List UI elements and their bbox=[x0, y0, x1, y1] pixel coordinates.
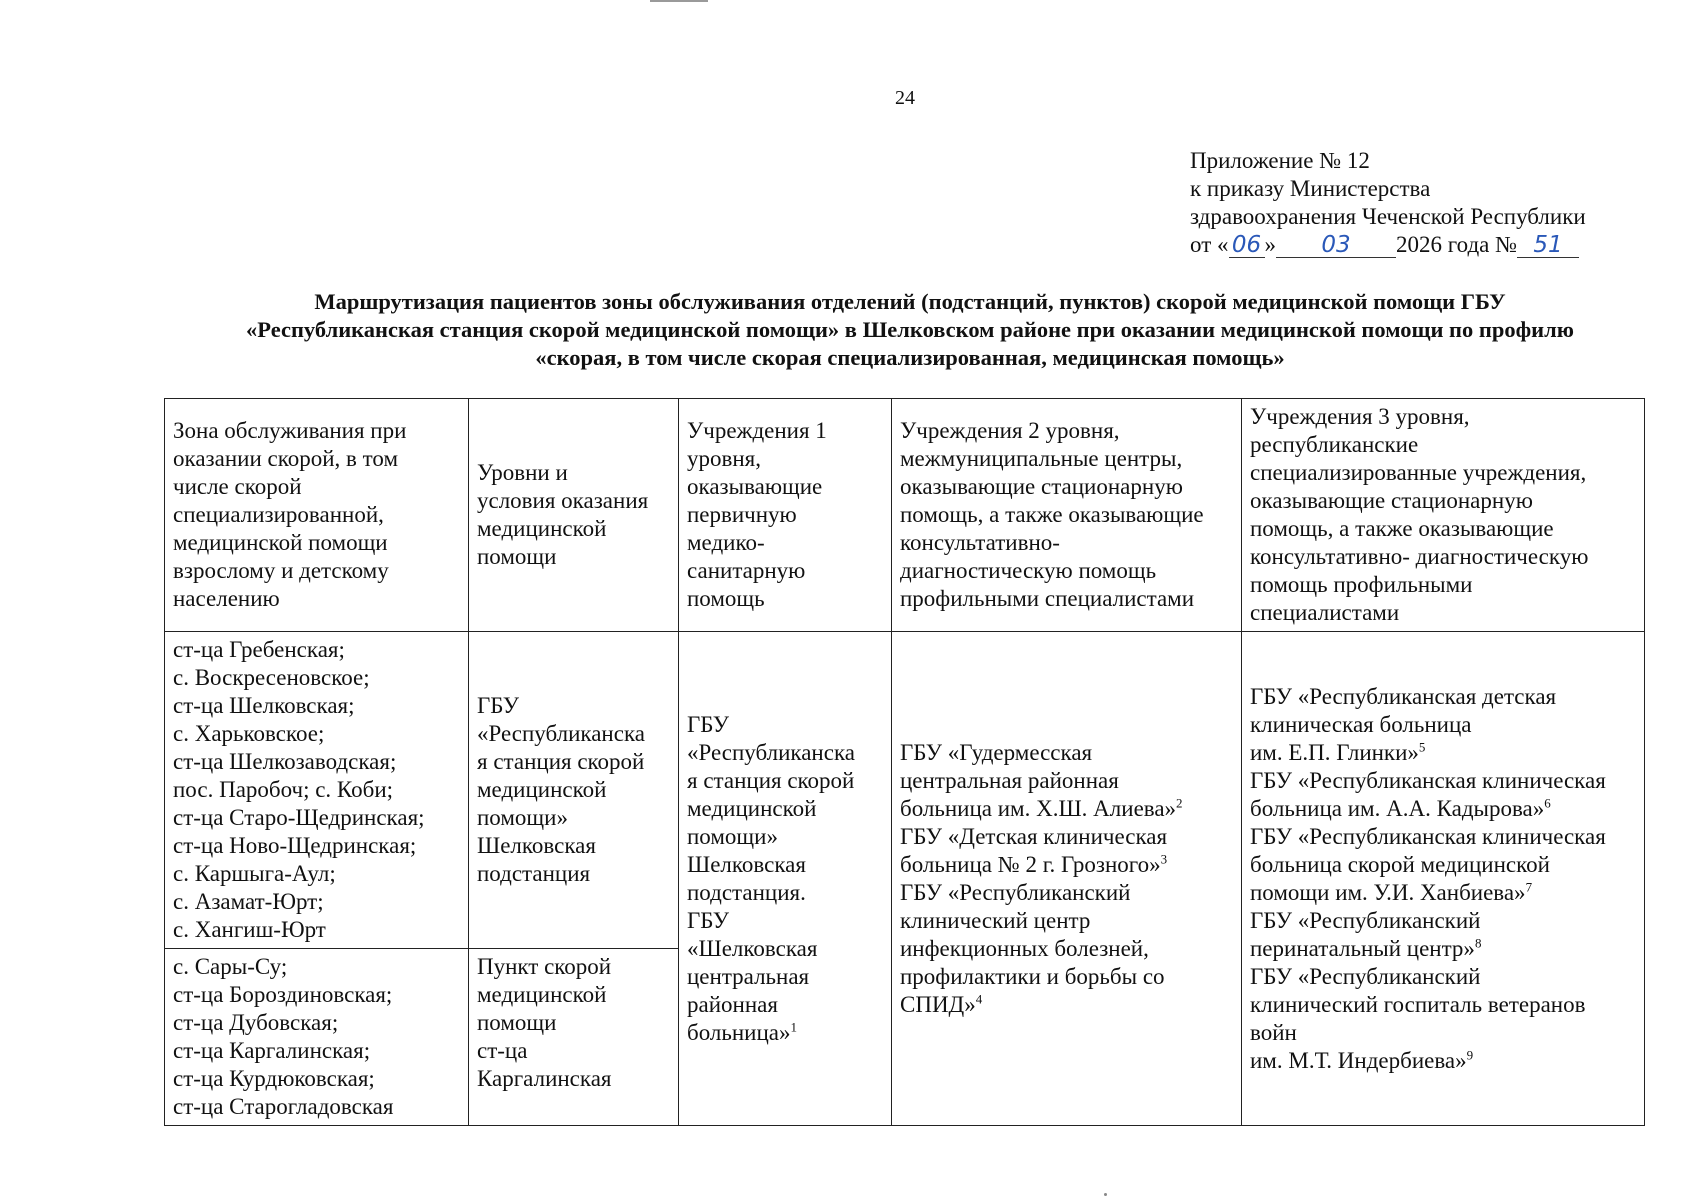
appendix-ministry-line: здравоохранения Чеченской Республики bbox=[1190, 204, 1586, 229]
footnote-marker: 1 bbox=[790, 1018, 797, 1034]
cell-line: ст-ца Дубовская; bbox=[173, 1010, 339, 1035]
cell-line: условия оказания bbox=[477, 488, 649, 513]
cell-line: «Республиканска bbox=[687, 739, 855, 765]
cell-line: медицинской bbox=[477, 516, 607, 541]
cell-line bbox=[1250, 711, 1636, 739]
cell-line: помощь, а также оказывающие bbox=[1250, 516, 1554, 541]
cell-line: специалистами bbox=[1250, 600, 1400, 625]
cell-line: районная bbox=[687, 991, 778, 1017]
cell-line: ст-ца Шелкозаводская; bbox=[173, 749, 397, 774]
cell-line: ГБУ bbox=[687, 711, 729, 737]
cell-line bbox=[1250, 767, 1636, 795]
header-inst2-lines bbox=[900, 417, 1233, 613]
institution-text: ГБУ «Республиканская клиническая bbox=[1250, 823, 1606, 849]
zone-row2-lines bbox=[173, 953, 460, 1121]
cell-line: помощь bbox=[687, 586, 765, 611]
institution-text: инфекционных болезней, bbox=[900, 935, 1149, 961]
cell-line: консультативно- bbox=[900, 530, 1060, 555]
title-line: Маршрутизация пациентов зоны обслуживания отделений (подстанций, пунктов) скорой медицинской помощи ГБУ bbox=[314, 289, 1506, 314]
inst3-lines bbox=[1250, 683, 1636, 1075]
cell-line: помощи bbox=[477, 544, 557, 569]
cell-line: ст-ца Гребенская; bbox=[173, 637, 345, 662]
cell-line: медицинской bbox=[687, 795, 817, 821]
footnote-marker: 6 bbox=[1544, 794, 1551, 810]
level-cell-row1 bbox=[469, 632, 679, 949]
institution-text: клиническая больница bbox=[1250, 711, 1472, 737]
cell-line: специализированной, bbox=[173, 502, 384, 527]
cell-line: с. Каршыга-Аул; bbox=[173, 861, 336, 886]
institution-text: ГБУ «Гудермесская bbox=[900, 739, 1093, 765]
institution-text: больница им. Х.Ш. Алиева» bbox=[900, 795, 1177, 821]
institution-text: клинический центр bbox=[900, 907, 1091, 933]
table-header-row bbox=[165, 399, 1645, 632]
header-inst3-lines bbox=[1250, 403, 1636, 627]
cell-line: ст-ца Шелковская; bbox=[173, 693, 355, 718]
header-inst3 bbox=[1242, 399, 1645, 632]
footnote-marker: 5 bbox=[1418, 738, 1426, 754]
cell-line bbox=[1250, 739, 1636, 767]
institution-text: ГБУ «Детская клиническая bbox=[900, 823, 1168, 849]
header-level-lines bbox=[477, 459, 670, 571]
institution-text: им. М.Т. Индербиева» bbox=[1250, 1047, 1467, 1073]
cell-line: центральная bbox=[687, 963, 810, 989]
header-inst1 bbox=[679, 399, 892, 632]
cell-line: ст-ца Курдюковская; bbox=[173, 1066, 375, 1091]
institution-text: профилактики и борьбы со bbox=[900, 963, 1165, 989]
zone-row1-lines bbox=[173, 636, 460, 944]
cell-line: ГБУ bbox=[477, 693, 519, 718]
cell-line bbox=[900, 795, 1233, 823]
institution-text: ГБУ «Республиканский bbox=[1250, 963, 1481, 989]
inst1-last-line bbox=[687, 1019, 883, 1047]
zone-cell-row2 bbox=[165, 949, 469, 1126]
institution-text: ГБУ «Республиканский bbox=[1250, 907, 1481, 933]
cell-line: Каргалинская bbox=[477, 1066, 612, 1091]
cell-line: диагностическую помощь bbox=[900, 558, 1157, 583]
date-prefix: от « bbox=[1190, 232, 1229, 257]
cell-line: оказании скорой, в том bbox=[173, 446, 399, 471]
document-title bbox=[160, 288, 1660, 372]
appendix-title: Приложение № 12 bbox=[1190, 148, 1370, 173]
cell-line: я станция скорой bbox=[687, 767, 855, 793]
level-row1-lines bbox=[477, 692, 670, 888]
cell-line: медико- bbox=[687, 530, 765, 555]
cell-line bbox=[900, 963, 1233, 991]
cell-line bbox=[900, 935, 1233, 963]
cell-line: помощи» bbox=[477, 805, 568, 830]
cell-line: населению bbox=[173, 586, 280, 611]
scan-edge-mark bbox=[650, 0, 708, 2]
cell-line: пос. Паробоч; с. Коби; bbox=[173, 777, 394, 802]
appendix-header bbox=[1190, 147, 1630, 259]
cell-line: медицинской bbox=[477, 777, 607, 802]
cell-line: Учреждения 2 уровня, bbox=[900, 418, 1120, 443]
title-line: «Республиканская станция скорой медицинской помощи» в Шелковском районе при оказании медицинской помощи по профилю bbox=[246, 317, 1574, 342]
cell-line: специализированные учреждения, bbox=[1250, 460, 1587, 485]
cell-line: с. Сары-Су; bbox=[173, 954, 288, 979]
cell-line: помощи» bbox=[687, 823, 778, 849]
institution-text: помощи им. У.И. Ханбиева» bbox=[1250, 879, 1526, 905]
institution-text: им. Е.П. Глинки» bbox=[1250, 739, 1419, 765]
cell-line bbox=[1250, 963, 1636, 991]
cell-line: Шелковская bbox=[477, 833, 596, 858]
cell-line: «Шелковская bbox=[687, 935, 818, 961]
cell-line bbox=[900, 991, 1233, 1019]
institution-text: СПИД» bbox=[900, 991, 976, 1017]
cell-line: с. Воскресеновское; bbox=[173, 665, 370, 690]
cell-line: ст-ца Старо-Щедринская; bbox=[173, 805, 425, 830]
cell-line: медицинской помощи bbox=[173, 530, 388, 555]
cell-line: Пункт скорой bbox=[477, 954, 612, 979]
institution-text: больница скорой медицинской bbox=[1250, 851, 1550, 877]
inst1-lines bbox=[687, 711, 883, 1019]
inst2-cell bbox=[892, 632, 1242, 1126]
level-row2-lines bbox=[477, 953, 670, 1093]
institution-text: перинатальный центр» bbox=[1250, 935, 1475, 961]
cell-line: помощь профильными bbox=[1250, 572, 1473, 597]
page-number: 24 bbox=[895, 87, 915, 109]
cell-line bbox=[1250, 683, 1636, 711]
header-level bbox=[469, 399, 679, 632]
cell-line: ГБУ bbox=[687, 907, 729, 933]
cell-line bbox=[1250, 879, 1636, 907]
institution-text: больница им. А.А. Кадырова» bbox=[1250, 795, 1545, 821]
cell-line: ст-ца Каргалинская; bbox=[173, 1038, 371, 1063]
cell-line: республиканские bbox=[1250, 432, 1419, 457]
cell-line: профильными специалистами bbox=[900, 586, 1195, 611]
cell-line: первичную bbox=[687, 502, 797, 527]
cell-line bbox=[1250, 851, 1636, 879]
header-inst1-lines bbox=[687, 417, 883, 613]
cell-line bbox=[1250, 795, 1636, 823]
header-inst2 bbox=[892, 399, 1242, 632]
cell-line: ст-ца bbox=[477, 1038, 528, 1063]
cell-line: подстанция. bbox=[687, 879, 806, 905]
cell-line: с. Азамат-Юрт; bbox=[173, 889, 324, 914]
table-row bbox=[165, 632, 1645, 949]
cell-line: оказывающие bbox=[687, 474, 823, 499]
footnote-marker: 7 bbox=[1525, 878, 1533, 894]
appendix-order-line: к приказу Министерства bbox=[1190, 176, 1431, 201]
footnote-marker: 2 bbox=[1176, 794, 1183, 810]
cell-line bbox=[1250, 1047, 1636, 1075]
institution-text: ГБУ «Республиканский bbox=[900, 879, 1131, 905]
cell-line: оказывающие стационарную bbox=[1250, 488, 1533, 513]
cell-line: я станция скорой bbox=[477, 749, 645, 774]
date-year: 2026 года № bbox=[1396, 232, 1518, 257]
cell-line: Шелковская bbox=[687, 851, 806, 877]
cell-line bbox=[1250, 991, 1636, 1019]
handwritten-order-number: 51 bbox=[1517, 233, 1579, 258]
cell-line bbox=[900, 767, 1233, 795]
institution-text: ГБУ «Республиканская клиническая bbox=[1250, 767, 1606, 793]
cell-line bbox=[900, 907, 1233, 935]
cell-line: «Республиканска bbox=[477, 721, 645, 746]
date-day-close: » bbox=[1264, 232, 1276, 257]
cell-line bbox=[900, 879, 1233, 907]
cell-line bbox=[900, 739, 1233, 767]
footnote-marker: 8 bbox=[1474, 934, 1482, 950]
level-cell-row2 bbox=[469, 949, 679, 1126]
title-line: «скорая, в том числе скорая специализированная, медицинская помощь» bbox=[535, 345, 1285, 370]
cell-line bbox=[900, 823, 1233, 851]
cell-line: ст-ца Старогладовская bbox=[173, 1094, 394, 1119]
cell-line: с. Харьковское; bbox=[173, 721, 325, 746]
footnote-marker: 3 bbox=[1160, 850, 1168, 866]
cell-line: помощь, а также оказывающие bbox=[900, 502, 1204, 527]
cell-line: консультативно- диагностическую bbox=[1250, 544, 1589, 569]
inst1-last-text: больница» bbox=[687, 1019, 791, 1045]
handwritten-month: 03 bbox=[1276, 233, 1396, 258]
cell-line bbox=[1250, 1019, 1636, 1047]
scan-dot-mark bbox=[1104, 1193, 1107, 1196]
cell-line bbox=[1250, 907, 1636, 935]
footnote-marker: 9 bbox=[1466, 1046, 1474, 1062]
appendix-date-line bbox=[1190, 231, 1630, 259]
cell-line bbox=[1250, 823, 1636, 851]
footnote-marker: 4 bbox=[975, 990, 983, 1006]
cell-line: с. Хангиш-Юрт bbox=[173, 917, 326, 942]
institution-text: ГБУ «Республиканская детская bbox=[1250, 683, 1557, 709]
inst1-cell bbox=[679, 632, 892, 1126]
cell-line: числе скорой bbox=[173, 474, 302, 499]
institution-text: войн bbox=[1250, 1019, 1297, 1045]
cell-line: ст-ца Бороздиновская; bbox=[173, 982, 393, 1007]
cell-line: оказывающие стационарную bbox=[900, 474, 1183, 499]
cell-line: взрослому и детскому bbox=[173, 558, 389, 583]
cell-line: помощи bbox=[477, 1010, 557, 1035]
header-zone-lines bbox=[173, 417, 460, 613]
cell-line bbox=[900, 851, 1233, 879]
inst3-cell bbox=[1242, 632, 1645, 1126]
cell-line: межмуниципальные центры, bbox=[900, 446, 1183, 471]
cell-line bbox=[1250, 935, 1636, 963]
cell-line: санитарную bbox=[687, 558, 806, 583]
cell-line: Учреждения 1 bbox=[687, 418, 827, 443]
zone-cell-row1 bbox=[165, 632, 469, 949]
handwritten-day: 06 bbox=[1229, 233, 1265, 258]
inst2-lines bbox=[900, 739, 1233, 1019]
cell-line: подстанция bbox=[477, 861, 591, 886]
cell-line: уровня, bbox=[687, 446, 761, 471]
cell-line: медицинской bbox=[477, 982, 607, 1007]
institution-text: клинический госпиталь ветеранов bbox=[1250, 991, 1586, 1017]
routing-table bbox=[164, 398, 1645, 1126]
cell-line: Зона обслуживания при bbox=[173, 418, 407, 443]
cell-line: Уровни и bbox=[477, 460, 568, 485]
institution-text: больница № 2 г. Грозного» bbox=[900, 851, 1161, 877]
header-zone bbox=[165, 399, 469, 632]
cell-line: ст-ца Ново-Щедринская; bbox=[173, 833, 417, 858]
institution-text: центральная районная bbox=[900, 767, 1119, 793]
cell-line: Учреждения 3 уровня, bbox=[1250, 404, 1470, 429]
